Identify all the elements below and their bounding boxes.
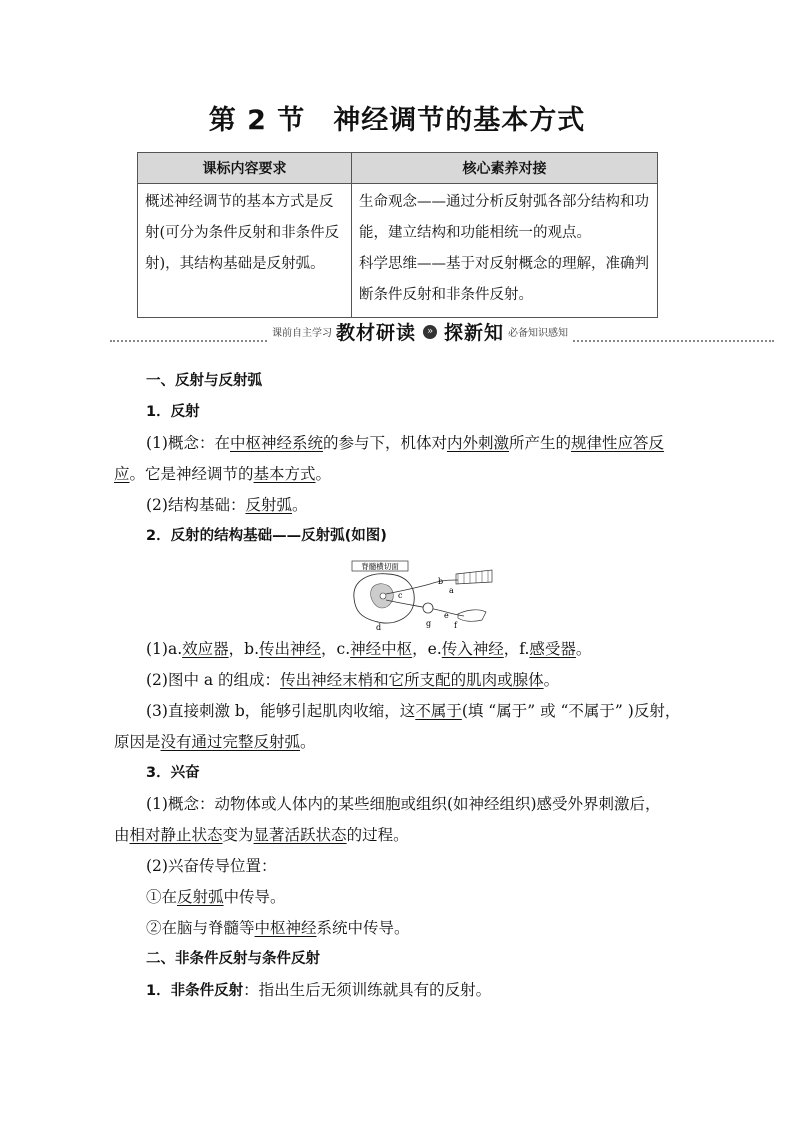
header-competency: 核心素养对接 xyxy=(352,153,658,184)
label-d: d xyxy=(376,623,382,632)
excitation-concept: (1)概念：动物体或人体内的某些细胞或组织(如神经组织)感受外界刺激后， xyxy=(146,795,661,813)
text: ，f. xyxy=(503,640,530,658)
text: 中传导。 xyxy=(223,888,286,906)
text: 的过程。 xyxy=(346,826,409,844)
competency-life-concept: 生命观念——通过分析反射弧各部分结构和功能，建立结构和功能相统一的观点。 xyxy=(359,194,649,241)
excitation-concept-cont xyxy=(114,820,684,851)
answer: 反射弧 xyxy=(177,888,224,906)
banner-title-left: 教材研读 xyxy=(336,322,417,344)
location-one xyxy=(114,882,684,913)
answer: 不属于 xyxy=(415,702,462,720)
section-name: 神经调节的基本方式 xyxy=(333,105,586,136)
answer: 传入神经 xyxy=(441,640,504,658)
text: 。 xyxy=(291,496,308,514)
banner-right-label: 必备知识感知 xyxy=(508,328,569,339)
text: 。 xyxy=(543,671,560,689)
text: 。 xyxy=(300,733,316,751)
heading-reflex-and-arc: 一、反射与反射弧 xyxy=(146,373,262,389)
efferent-nerve xyxy=(386,580,458,594)
text: (2)结构基础： xyxy=(146,496,246,514)
label-f: f xyxy=(454,621,457,630)
answer: 显著活跃状态 xyxy=(253,826,347,844)
subheading-reflex: 1．反射 xyxy=(146,404,200,420)
direct-stimulus-reason xyxy=(114,727,684,758)
competency-scientific-thinking: 科学思维——基于对反射概念的理解，准确判断条件反射和非条件反射。 xyxy=(359,256,649,303)
muscle xyxy=(456,570,492,584)
answer: 相对静止状态 xyxy=(129,826,223,844)
answer: 基本方式 xyxy=(253,465,316,483)
text: 。 xyxy=(315,465,332,483)
definition: ：指出生后无须训练就具有的反射。 xyxy=(243,981,492,999)
label-b: b xyxy=(438,577,444,586)
competency-cell xyxy=(352,184,658,318)
subheading-reflex-arc: 2．反射的结构基础——反射弧(如图) xyxy=(146,528,387,544)
answer: 规律性应答反 xyxy=(571,434,665,452)
reflex-concept xyxy=(114,428,684,459)
banner-title-right: 探新知 xyxy=(444,322,505,344)
answer: 神经中枢 xyxy=(350,640,413,658)
reflex-structure xyxy=(114,490,684,521)
text: ，c. xyxy=(321,640,351,658)
text: 系统中传导。 xyxy=(316,919,410,937)
ganglion xyxy=(423,603,433,613)
effector-composition xyxy=(114,665,684,696)
requirements-table xyxy=(137,152,658,318)
answer: 传出神经末梢和它所支配的肌肉或腺体 xyxy=(280,671,544,689)
text: (1)a. xyxy=(146,640,183,658)
answer: 传出神经 xyxy=(259,640,322,658)
text: 的参与下，机体对 xyxy=(322,434,447,452)
excitation-location: (2)兴奋传导位置： xyxy=(146,857,277,875)
text: (填 “属于” 或 “不属于” )反射， xyxy=(461,702,681,720)
text: ，e. xyxy=(412,640,442,658)
reflex-arc-figure xyxy=(114,560,684,630)
answer: 应 xyxy=(114,465,130,483)
answer: 效应器 xyxy=(182,640,229,658)
answer: 感受器 xyxy=(529,640,576,658)
text: (2)图中 a 的组成： xyxy=(146,671,281,689)
figure-caption: 脊髓横切面 xyxy=(361,562,399,571)
text: 由 xyxy=(114,826,130,844)
curriculum-cell: 概述神经调节的基本方式是反射(可分为条件反射和非条件反射)，其结构基础是反射弧。 xyxy=(138,184,352,318)
label-g: g xyxy=(426,619,432,628)
answer: 中枢神经系统 xyxy=(229,434,323,452)
answer: 中枢神经 xyxy=(254,919,317,937)
page-title xyxy=(0,98,794,137)
answer: 内外刺激 xyxy=(447,434,510,452)
location-two xyxy=(114,913,684,944)
text: ①在 xyxy=(146,888,178,906)
text: ，b. xyxy=(228,640,259,658)
double-arrow-icon: » xyxy=(423,325,437,339)
banner-left-label: 课前自主学习 xyxy=(272,328,332,339)
answer: 反射弧 xyxy=(245,496,292,514)
subheading-excitation: 3．兴奋 xyxy=(146,765,200,781)
label-e: e xyxy=(444,611,449,620)
text: (1)概念：在 xyxy=(146,434,230,452)
text: ②在脑与脊髓等 xyxy=(146,919,255,937)
text: 变为 xyxy=(222,826,254,844)
text: 原因是 xyxy=(114,733,161,751)
label-c: c xyxy=(398,591,403,600)
answer: 没有通过完整反射弧 xyxy=(160,733,301,751)
text: 。 xyxy=(575,640,592,658)
direct-stimulus-question xyxy=(114,696,684,727)
section-number: 第 2 节 xyxy=(208,105,306,136)
section-banner xyxy=(0,318,794,348)
text: 。它是神经调节的 xyxy=(129,465,254,483)
term: 1．非条件反射 xyxy=(146,983,244,999)
heading-reflex-types: 二、非条件反射与条件反射 xyxy=(146,951,320,967)
central-canal xyxy=(380,593,386,599)
header-curriculum: 课标内容要求 xyxy=(138,153,352,184)
main-content xyxy=(114,366,684,1007)
reflex-concept-cont xyxy=(114,459,684,490)
label-a: a xyxy=(449,586,454,595)
text: 所产生的 xyxy=(509,434,572,452)
unconditioned-reflex xyxy=(114,975,684,1007)
arc-components xyxy=(114,634,684,665)
reflex-arc-diagram xyxy=(346,560,496,632)
text: (3)直接刺激 b，能够引起肌肉收缩，这 xyxy=(146,702,416,720)
